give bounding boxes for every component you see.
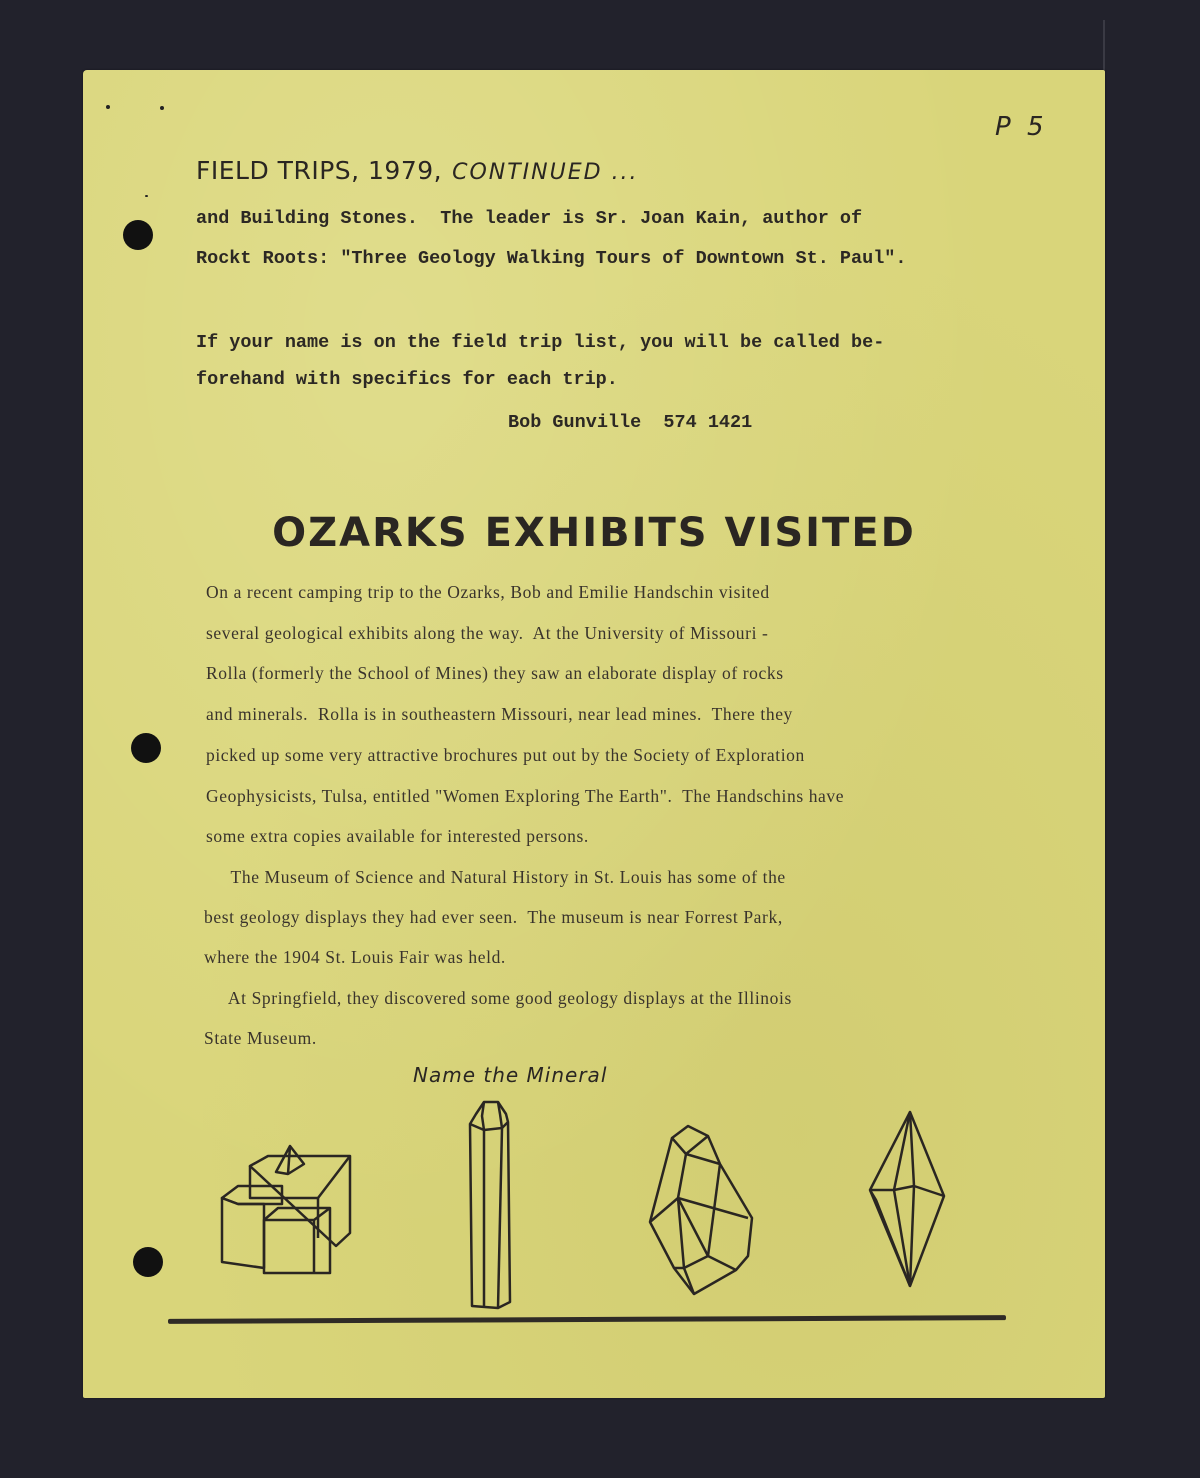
field-trips-line: and Building Stones. The leader is Sr. Joan Kain, author of [196,208,863,229]
page-number: P 5 [995,112,1048,142]
prismatic-column-crystal-icon [466,1100,516,1310]
continued-heading [196,156,639,185]
continued-heading-suffix: CONTINUED ... [452,160,639,185]
horizontal-rule [168,1315,1006,1324]
punch-hole-top [123,220,153,250]
ink-speck [106,105,110,109]
field-trips-line: Rockt Roots: "Three Geology Walking Tours of Downtown St. Paul". [196,248,907,269]
article-line: At Springfield, they discovered some good geology displays at the Illinois [204,988,792,1008]
article-line: and minerals. Rolla is in southeastern Missouri, near lead mines. There they [206,704,793,724]
article-line: Rolla (formerly the School of Mines) they saw an elaborate display of rocks [206,663,784,683]
article-line: On a recent camping trip to the Ozarks, Bob and Emilie Handschin visited [206,582,770,602]
field-trips-contact: Bob Gunville 574 1421 [508,412,753,433]
article-title: OZARKS EXHIBITS VISITED [272,510,916,556]
ink-speck [145,195,148,197]
field-trips-line: forehand with specifics for each trip. [196,369,618,390]
punch-hole-middle [131,733,161,763]
article-line: best geology displays they had ever seen. The museum is near Forrest Park, [204,907,783,927]
ink-speck [160,106,164,110]
document-page [83,70,1105,1398]
bipyramidal-crystal-icon [866,1110,946,1290]
article-line: picked up some very attractive brochures put out by the Society of Exploration [206,745,805,765]
article-line: several geological exhibits along the way. At the University of Missouri - [206,623,769,643]
scanner-frame-line [1103,20,1105,70]
article-line: where the 1904 St. Louis Fair was held. [204,947,506,967]
cubic-crystal-cluster-icon [218,1138,358,1278]
continued-heading-title: FIELD TRIPS, 1979, [196,156,443,185]
hexagonal-dipyramid-crystal-icon [648,1118,758,1298]
article-line: some extra copies available for interested persons. [206,826,589,846]
quiz-caption: Name the Mineral [413,1063,608,1087]
article-line: State Museum. [204,1028,317,1048]
field-trips-line: If your name is on the field trip list, you will be called be- [196,332,885,353]
article-line: The Museum of Science and Natural History in St. Louis has some of the [206,867,786,887]
article-line: Geophysicists, Tulsa, entitled "Women Exploring The Earth". The Handschins have [206,786,845,806]
punch-hole-bottom [133,1247,163,1277]
